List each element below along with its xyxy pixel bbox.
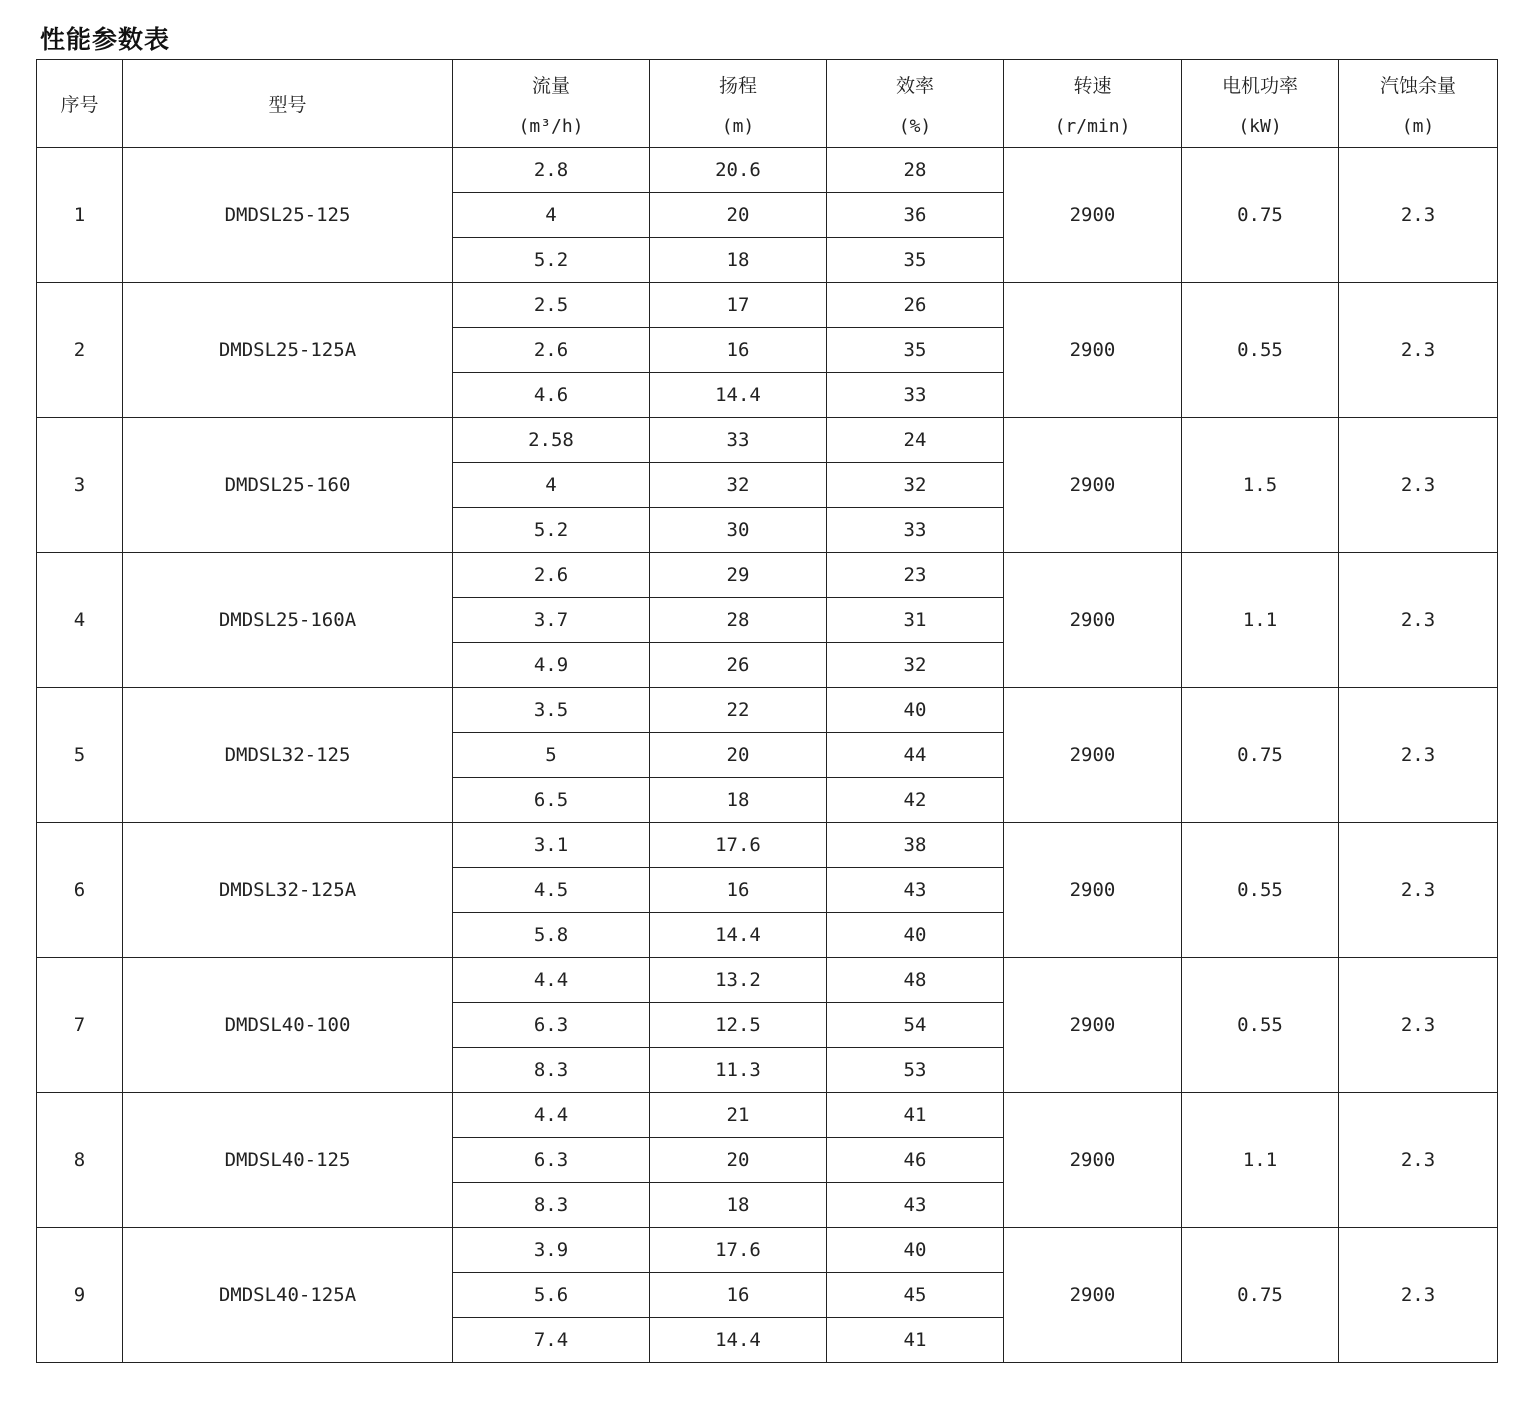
header-label: 转速 [1073, 74, 1112, 97]
table-body [37, 148, 1498, 1363]
header-unit: (m) [1401, 115, 1435, 137]
flow-cell: 8.3 [453, 1048, 650, 1093]
model-cell: DMDSL40-100 [123, 958, 453, 1093]
header-unit: (r/min) [1054, 115, 1131, 137]
efficiency-cell: 38 [827, 823, 1004, 868]
flow-cell: 6.3 [453, 1003, 650, 1048]
efficiency-cell: 42 [827, 778, 1004, 823]
head-cell: 21 [650, 1093, 827, 1138]
efficiency-cell: 33 [827, 373, 1004, 418]
head-cell: 18 [650, 778, 827, 823]
flow-cell: 2.5 [453, 283, 650, 328]
header-model [123, 60, 453, 148]
head-cell: 20 [650, 733, 827, 778]
efficiency-cell: 45 [827, 1273, 1004, 1318]
table-row [37, 148, 1498, 193]
speed-cell: 2900 [1004, 418, 1182, 553]
index-cell: 1 [37, 148, 123, 283]
efficiency-cell: 43 [827, 1183, 1004, 1228]
head-cell: 16 [650, 328, 827, 373]
efficiency-cell: 40 [827, 688, 1004, 733]
flow-cell: 2.6 [453, 553, 650, 598]
efficiency-cell: 26 [827, 283, 1004, 328]
model-cell: DMDSL40-125 [123, 1093, 453, 1228]
model-cell: DMDSL32-125A [123, 823, 453, 958]
head-cell: 17 [650, 283, 827, 328]
speed-cell: 2900 [1004, 283, 1182, 418]
efficiency-cell: 31 [827, 598, 1004, 643]
motor-power-cell: 1.1 [1182, 1093, 1339, 1228]
flow-cell: 4.9 [453, 643, 650, 688]
flow-cell: 3.5 [453, 688, 650, 733]
flow-cell: 6.5 [453, 778, 650, 823]
motor-power-cell: 0.75 [1182, 688, 1339, 823]
table-row [37, 553, 1498, 598]
table-row [37, 1228, 1498, 1273]
efficiency-cell: 36 [827, 193, 1004, 238]
flow-cell: 5.8 [453, 913, 650, 958]
flow-cell: 4.5 [453, 868, 650, 913]
flow-cell: 6.3 [453, 1138, 650, 1183]
model-cell: DMDSL40-125A [123, 1228, 453, 1363]
flow-cell: 4 [453, 193, 650, 238]
efficiency-cell: 28 [827, 148, 1004, 193]
efficiency-cell: 32 [827, 643, 1004, 688]
header-efficiency [827, 60, 1004, 148]
npsh-cell: 2.3 [1339, 688, 1498, 823]
table-row [37, 283, 1498, 328]
npsh-cell: 2.3 [1339, 823, 1498, 958]
head-cell: 33 [650, 418, 827, 463]
flow-cell: 3.1 [453, 823, 650, 868]
head-cell: 14.4 [650, 913, 827, 958]
index-cell: 3 [37, 418, 123, 553]
head-cell: 20 [650, 1138, 827, 1183]
motor-power-cell: 1.5 [1182, 418, 1339, 553]
head-cell: 22 [650, 688, 827, 733]
header-label: 型号 [268, 94, 307, 116]
head-cell: 28 [650, 598, 827, 643]
efficiency-cell: 48 [827, 958, 1004, 1003]
head-cell: 12.5 [650, 1003, 827, 1048]
motor-power-cell: 0.55 [1182, 283, 1339, 418]
motor-power-cell: 0.75 [1182, 1228, 1339, 1363]
head-cell: 14.4 [650, 373, 827, 418]
efficiency-cell: 32 [827, 463, 1004, 508]
index-cell: 5 [37, 688, 123, 823]
table-row [37, 418, 1498, 463]
flow-cell: 5.2 [453, 238, 650, 283]
header-row [37, 60, 1498, 148]
index-cell: 9 [37, 1228, 123, 1363]
header-label: 序号 [60, 94, 99, 116]
header-label: 效率 [895, 74, 934, 97]
speed-cell: 2900 [1004, 958, 1182, 1093]
efficiency-cell: 44 [827, 733, 1004, 778]
npsh-cell: 2.3 [1339, 553, 1498, 688]
head-cell: 32 [650, 463, 827, 508]
npsh-cell: 2.3 [1339, 1228, 1498, 1363]
efficiency-cell: 23 [827, 553, 1004, 598]
model-cell: DMDSL32-125 [123, 688, 453, 823]
speed-cell: 2900 [1004, 823, 1182, 958]
header-unit: (kW) [1238, 115, 1282, 137]
flow-cell: 4 [453, 463, 650, 508]
head-cell: 18 [650, 238, 827, 283]
efficiency-cell: 40 [827, 913, 1004, 958]
efficiency-cell: 43 [827, 868, 1004, 913]
index-cell: 4 [37, 553, 123, 688]
flow-cell: 5 [453, 733, 650, 778]
head-cell: 17.6 [650, 823, 827, 868]
motor-power-cell: 0.55 [1182, 958, 1339, 1093]
npsh-cell: 2.3 [1339, 418, 1498, 553]
npsh-cell: 2.3 [1339, 958, 1498, 1093]
index-cell: 8 [37, 1093, 123, 1228]
head-cell: 14.4 [650, 1318, 827, 1363]
header-flow [453, 60, 650, 148]
flow-cell: 3.9 [453, 1228, 650, 1273]
header-unit: (m) [721, 115, 755, 137]
model-cell: DMDSL25-160A [123, 553, 453, 688]
efficiency-cell: 41 [827, 1093, 1004, 1138]
head-cell: 16 [650, 868, 827, 913]
efficiency-cell: 53 [827, 1048, 1004, 1093]
head-cell: 16 [650, 1273, 827, 1318]
header-label: 汽蚀余量 [1379, 74, 1456, 97]
efficiency-cell: 41 [827, 1318, 1004, 1363]
head-cell: 30 [650, 508, 827, 553]
header-npsh [1339, 60, 1498, 148]
head-cell: 13.2 [650, 958, 827, 1003]
flow-cell: 4.4 [453, 1093, 650, 1138]
header-speed [1004, 60, 1182, 148]
head-cell: 18 [650, 1183, 827, 1228]
npsh-cell: 2.3 [1339, 1093, 1498, 1228]
flow-cell: 2.6 [453, 328, 650, 373]
speed-cell: 2900 [1004, 553, 1182, 688]
header-unit: (m³/h) [518, 115, 584, 137]
efficiency-cell: 40 [827, 1228, 1004, 1273]
efficiency-cell: 54 [827, 1003, 1004, 1048]
flow-cell: 4.4 [453, 958, 650, 1003]
head-cell: 17.6 [650, 1228, 827, 1273]
model-cell: DMDSL25-125A [123, 283, 453, 418]
speed-cell: 2900 [1004, 148, 1182, 283]
flow-cell: 7.4 [453, 1318, 650, 1363]
flow-cell: 4.6 [453, 373, 650, 418]
head-cell: 26 [650, 643, 827, 688]
npsh-cell: 2.3 [1339, 283, 1498, 418]
efficiency-cell: 24 [827, 418, 1004, 463]
header-label: 扬程 [718, 74, 757, 97]
motor-power-cell: 0.55 [1182, 823, 1339, 958]
npsh-cell: 2.3 [1339, 148, 1498, 283]
performance-table [36, 59, 1498, 1363]
header-head [650, 60, 827, 148]
flow-cell: 5.2 [453, 508, 650, 553]
index-cell: 6 [37, 823, 123, 958]
header-index [37, 60, 123, 148]
head-cell: 20 [650, 193, 827, 238]
index-cell: 2 [37, 283, 123, 418]
speed-cell: 2900 [1004, 688, 1182, 823]
header-label: 流量 [531, 74, 570, 97]
header-unit: (%) [898, 115, 932, 137]
table-row [37, 688, 1498, 733]
header-motor-power [1182, 60, 1339, 148]
table-row [37, 958, 1498, 1003]
table-row [37, 1093, 1498, 1138]
model-cell: DMDSL25-125 [123, 148, 453, 283]
header-label: 电机功率 [1221, 74, 1298, 97]
head-cell: 29 [650, 553, 827, 598]
table-header [37, 60, 1498, 148]
efficiency-cell: 33 [827, 508, 1004, 553]
efficiency-cell: 35 [827, 328, 1004, 373]
efficiency-cell: 35 [827, 238, 1004, 283]
speed-cell: 2900 [1004, 1093, 1182, 1228]
flow-cell: 5.6 [453, 1273, 650, 1318]
motor-power-cell: 0.75 [1182, 148, 1339, 283]
flow-cell: 2.8 [453, 148, 650, 193]
index-cell: 7 [37, 958, 123, 1093]
flow-cell: 2.58 [453, 418, 650, 463]
motor-power-cell: 1.1 [1182, 553, 1339, 688]
page-title: 性能参数表 [40, 25, 171, 54]
flow-cell: 8.3 [453, 1183, 650, 1228]
speed-cell: 2900 [1004, 1228, 1182, 1363]
flow-cell: 3.7 [453, 598, 650, 643]
table-row [37, 823, 1498, 868]
head-cell: 11.3 [650, 1048, 827, 1093]
efficiency-cell: 46 [827, 1138, 1004, 1183]
head-cell: 20.6 [650, 148, 827, 193]
model-cell: DMDSL25-160 [123, 418, 453, 553]
